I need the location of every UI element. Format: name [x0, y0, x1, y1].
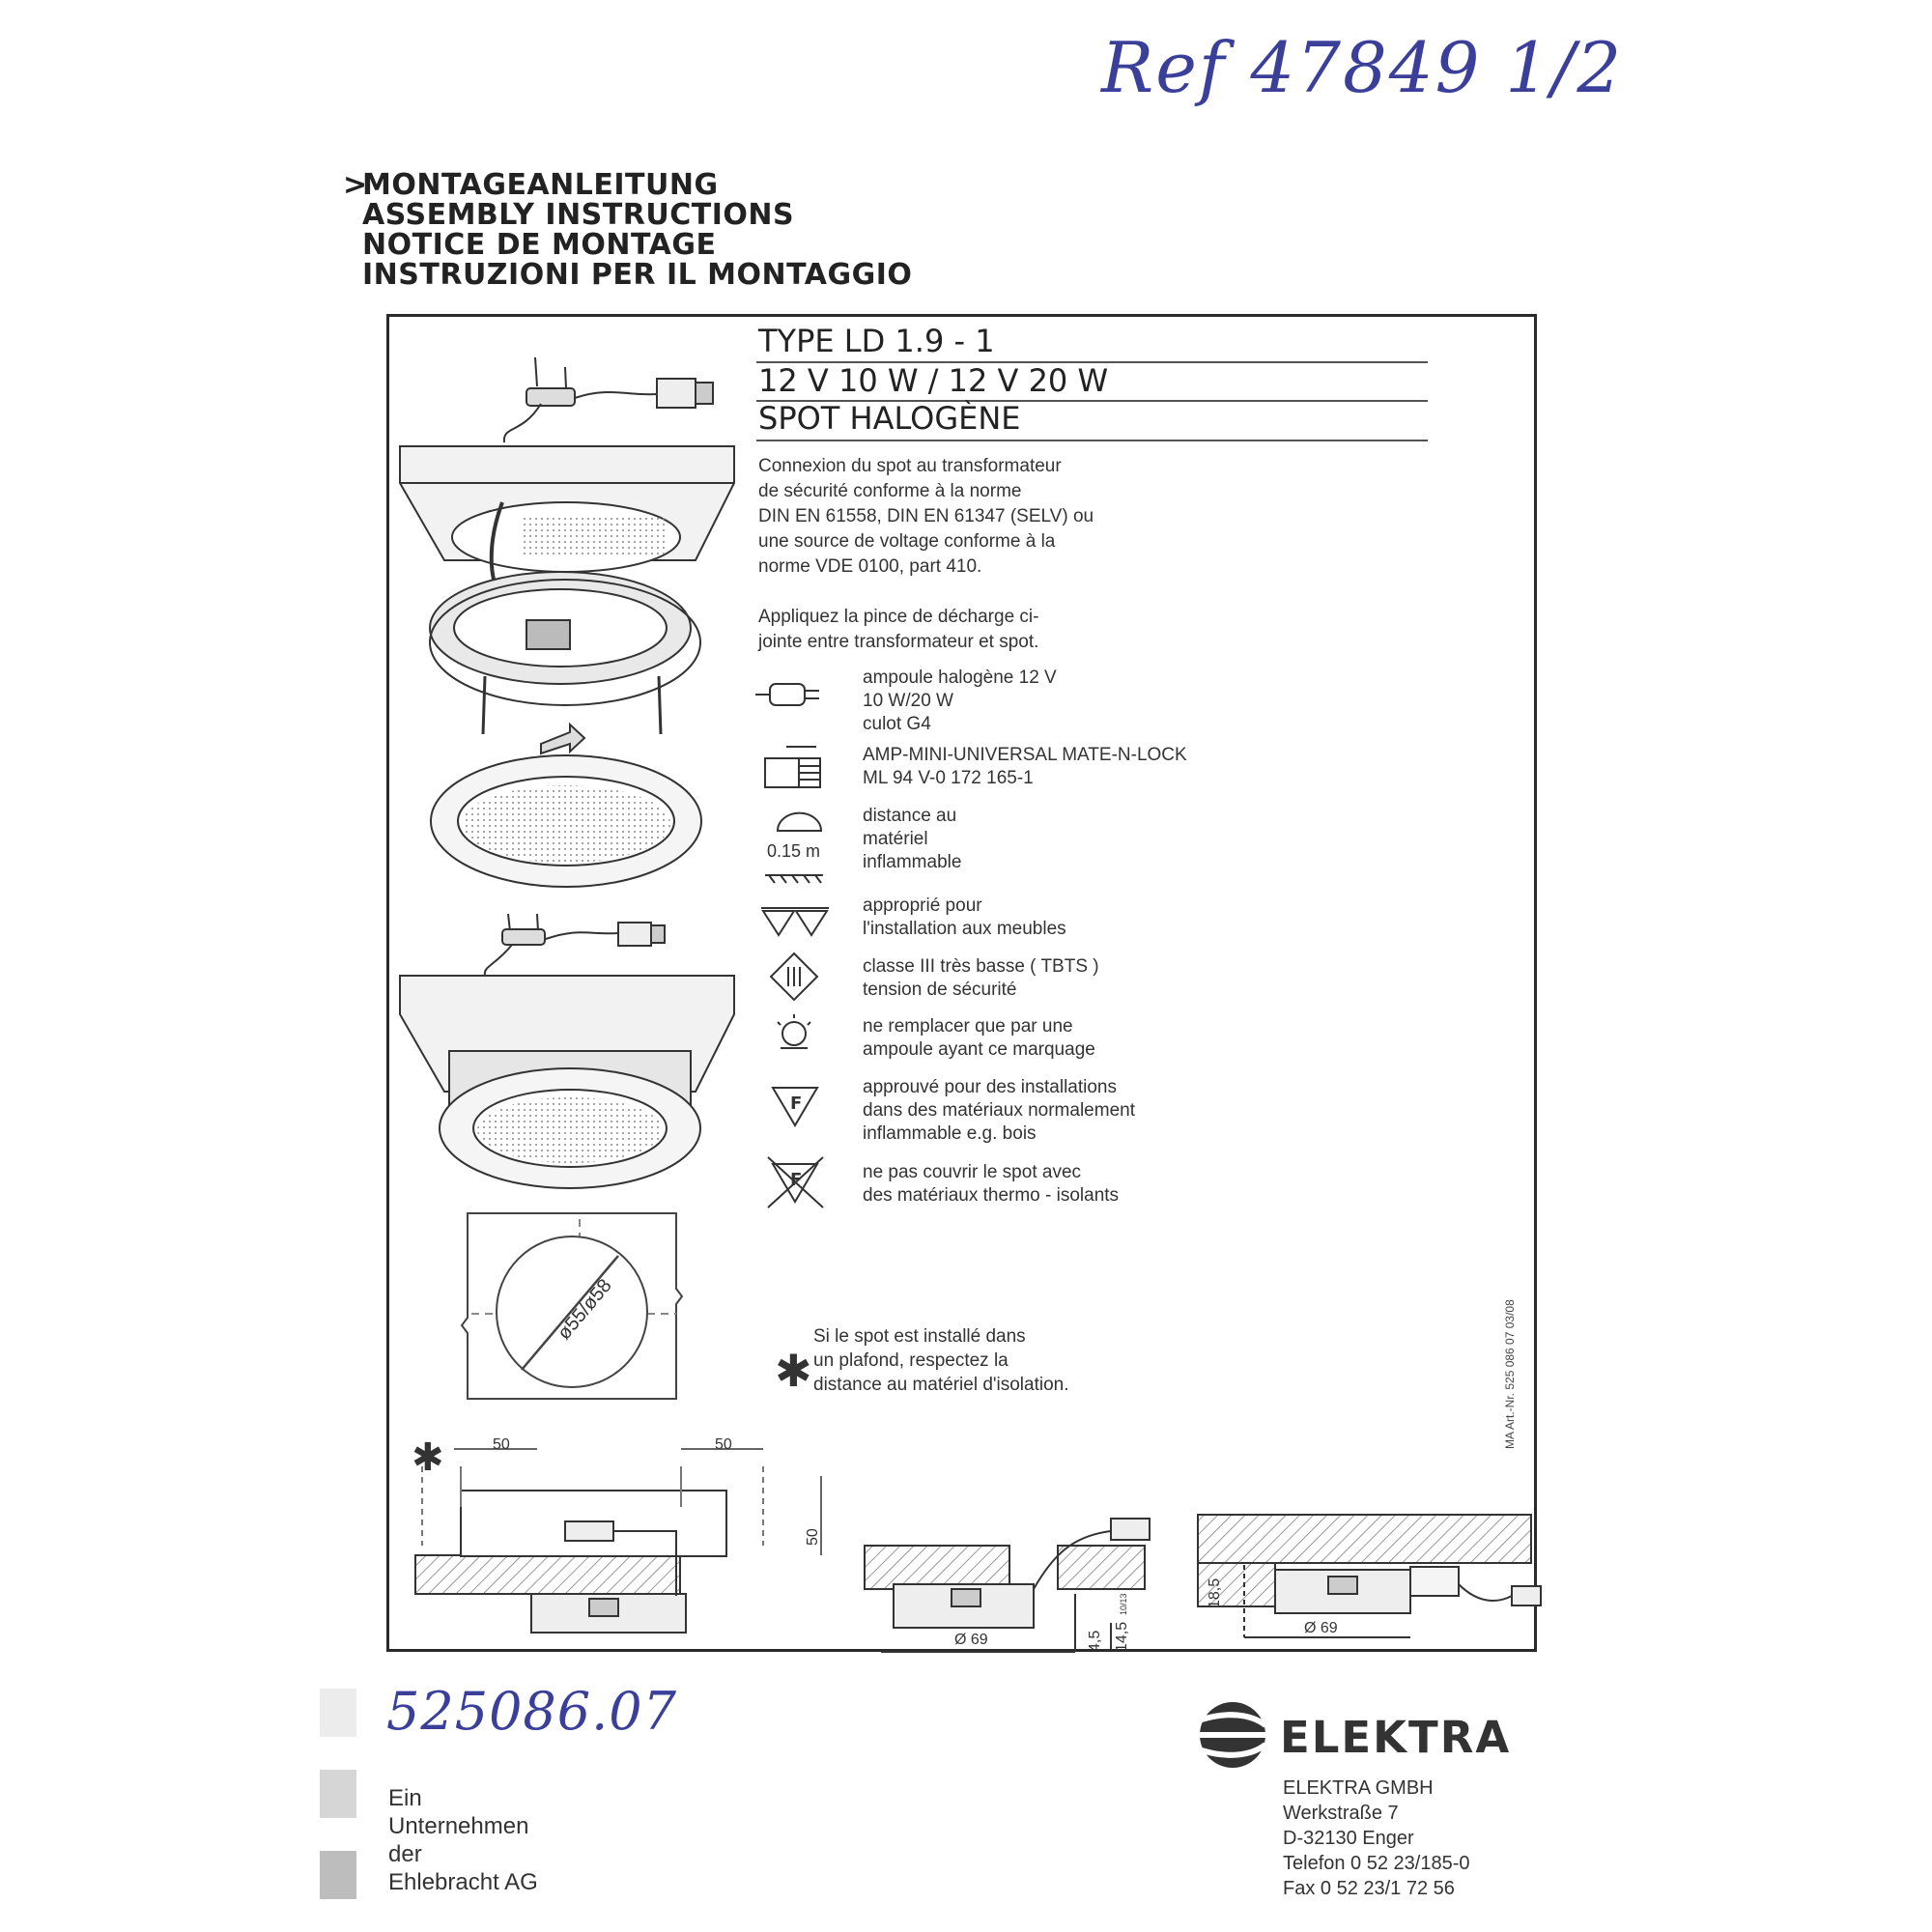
strain-relief-clip-icon — [526, 388, 575, 406]
legend-line: ampoule halogène 12 V — [863, 668, 1057, 688]
halogen-bulb-icon — [755, 684, 819, 705]
distance-label: 0.15 m — [767, 841, 821, 861]
intro-line: norme VDE 0100, part 410. — [758, 556, 982, 577]
intro-line: de sécurité conforme à la norme — [758, 481, 1022, 501]
legend-line: approuvé pour des installations — [863, 1077, 1118, 1097]
company-address — [1283, 1776, 1470, 1901]
connector-icon — [657, 379, 696, 408]
parent-line: Unternehmen — [388, 1813, 529, 1839]
product-type: TYPE LD 1.9 - 1 — [758, 323, 995, 359]
legend-line: AMP-MINI-UNIVERSAL MATE-N-LOCK — [863, 745, 1187, 765]
article-number-vertical: MA Art.-Nr. 525 086 07 03/08 — [1503, 1299, 1517, 1449]
title-marker: > — [343, 168, 368, 202]
legend-line: des matériaux thermo - isolants — [863, 1185, 1120, 1206]
brand-name: ELEKTRA — [1280, 1712, 1512, 1763]
installation-section-drawing — [415, 1449, 1541, 1652]
elektra-logo-icon — [1200, 1702, 1265, 1768]
legend-line: distance au — [863, 806, 957, 826]
address-line: D-32130 Enger — [1283, 1828, 1414, 1849]
address-line: ELEKTRA GMBH — [1283, 1777, 1434, 1799]
f-mark-letter: F — [790, 1094, 803, 1114]
distance-icon — [778, 813, 821, 831]
parent-company-text — [388, 1784, 538, 1896]
legend-line: 10 W/20 W — [863, 691, 953, 711]
dim-4-5: 4,5 — [1087, 1630, 1103, 1652]
exploded-assembly-drawing — [400, 357, 734, 887]
legend-line: approprié pour — [863, 895, 982, 916]
handwritten-article-number: 525086.07 — [386, 1681, 678, 1742]
handwritten-reference: Ref 47849 1/2 — [1101, 27, 1624, 108]
address-line: Telefon 0 52 23/185-0 — [1283, 1853, 1470, 1874]
legend-line: classe III très basse ( TBTS ) — [863, 956, 1099, 977]
dim-height-50: 50 — [805, 1528, 821, 1546]
dim-left-50: 50 — [493, 1436, 510, 1453]
class-iii-icon — [771, 953, 817, 1000]
protected-bulb-icon — [778, 1014, 810, 1048]
grey-swatch — [320, 1689, 356, 1737]
f-mark-letter: F — [790, 1170, 803, 1190]
legend-line: tension de sécurité — [863, 980, 1017, 1000]
title-italian: INSTRUZIONI PER IL MONTAGGIO — [362, 258, 913, 292]
flammable-hatch-icon — [765, 875, 823, 883]
legend-line: inflammable — [863, 852, 962, 872]
product-name: SPOT HALOGÈNE — [758, 400, 1021, 437]
dim-diameter-69-left: Ø 69 — [954, 1632, 988, 1648]
product-power: 12 V 10 W / 12 V 20 W — [758, 362, 1109, 399]
cutout-diameter-label: ø55/ø58 — [553, 1275, 616, 1345]
grey-swatch — [320, 1851, 356, 1899]
parent-line: Ein — [388, 1785, 422, 1811]
legend-line: ne pas couvrir le spot avec — [863, 1162, 1082, 1182]
dim-right-50: 50 — [715, 1436, 732, 1453]
apply-line: jointe entre transformateur et spot. — [758, 632, 1039, 652]
title-english: ASSEMBLY INSTRUCTIONS — [362, 198, 795, 232]
intro-line: DIN EN 61558, DIN EN 61347 (SELV) ou — [758, 506, 1094, 526]
legend-line: ML 94 V-0 172 165-1 — [863, 768, 1034, 788]
dim-18-5: 18,5 — [1207, 1577, 1223, 1608]
legend-line: culot G4 — [863, 714, 931, 734]
grey-swatch — [320, 1770, 356, 1818]
legend-line: inflammable e.g. bois — [863, 1123, 1037, 1144]
rotate-arrow-icon — [541, 724, 584, 753]
connector-icon — [765, 747, 820, 787]
dim-14-5-sub: 10/13 — [1119, 1593, 1128, 1615]
lamp-socket-icon — [526, 620, 570, 649]
parent-line: der — [388, 1841, 422, 1867]
title-german: MONTAGEANLEITUNG — [362, 168, 719, 202]
legend-line: dans des matériaux normalement — [863, 1100, 1135, 1121]
screw-icon — [565, 367, 566, 388]
title-french: NOTICE DE MONTAGE — [362, 228, 717, 262]
address-line: Fax 0 52 23/1 72 56 — [1283, 1878, 1455, 1899]
dim-diameter-69-right: Ø 69 — [1304, 1620, 1338, 1636]
legend-line: matériel — [863, 829, 928, 849]
furniture-mount-icon — [761, 908, 829, 935]
legend-line: ne remplacer que par une — [863, 1016, 1073, 1037]
dim-14-5: 14,5 — [1114, 1621, 1130, 1652]
asterisk-icon: ✱ — [775, 1345, 812, 1397]
note-line: distance au matériel d'isolation. — [813, 1375, 1069, 1395]
screw-icon — [535, 357, 537, 386]
apply-line: Appliquez la pince de décharge ci- — [758, 607, 1039, 627]
legend-line: ampoule ayant ce marquage — [863, 1039, 1095, 1060]
parent-line: Ehlebracht AG — [388, 1869, 538, 1895]
address-line: Werkstraße 7 — [1283, 1803, 1399, 1824]
mounted-spot-drawing — [400, 914, 734, 1188]
asterisk-icon: ✱ — [412, 1435, 444, 1480]
cutout-diagram — [462, 1213, 682, 1399]
note-line: Si le spot est installé dans — [813, 1326, 1026, 1347]
intro-line: une source de voltage conforme à la — [758, 531, 1056, 552]
intro-line: Connexion du spot au transformateur — [758, 456, 1062, 476]
legend-line: l'installation aux meubles — [863, 919, 1066, 939]
note-line: un plafond, respectez la — [813, 1350, 1009, 1371]
